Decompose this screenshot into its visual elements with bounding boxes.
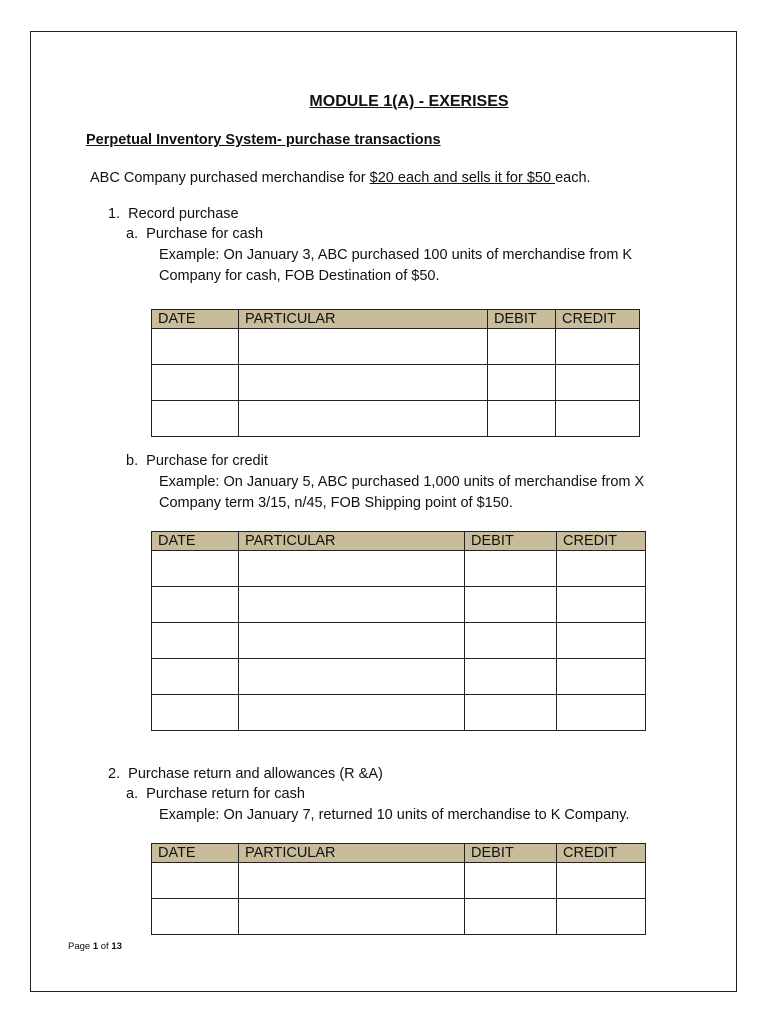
header-date: DATE xyxy=(152,310,239,329)
section-2-heading xyxy=(108,764,383,784)
header-particular: PARTICULAR xyxy=(239,532,465,551)
cell-date[interactable] xyxy=(152,659,239,695)
cell-credit[interactable] xyxy=(557,551,646,587)
example-2a-line1: Example: On January 7, returned 10 units of merchandise to K Company. xyxy=(159,807,630,823)
journal-table-2a xyxy=(151,843,646,935)
table-row xyxy=(152,623,646,659)
footer-page-number: 1 xyxy=(92,941,99,952)
cell-debit[interactable] xyxy=(465,899,557,935)
cell-credit[interactable] xyxy=(557,623,646,659)
footer-total-pages: 13 xyxy=(111,941,122,952)
table-header-row xyxy=(152,532,646,551)
cell-debit[interactable] xyxy=(465,863,557,899)
table-row xyxy=(152,659,646,695)
journal-table-1a xyxy=(151,309,640,437)
cell-date[interactable] xyxy=(152,401,239,437)
table-row xyxy=(152,401,640,437)
cell-date[interactable] xyxy=(152,899,239,935)
section-number: 1. xyxy=(108,206,121,222)
cell-credit[interactable] xyxy=(556,365,640,401)
cell-particular[interactable] xyxy=(239,623,465,659)
header-debit: DEBIT xyxy=(465,844,557,863)
header-date: DATE xyxy=(152,844,239,863)
header-particular: PARTICULAR xyxy=(239,844,465,863)
subsection-1a-heading xyxy=(126,224,263,244)
cell-particular[interactable] xyxy=(239,587,465,623)
cell-particular[interactable] xyxy=(239,551,465,587)
cell-credit[interactable] xyxy=(557,659,646,695)
table-header-row xyxy=(152,310,640,329)
example-1b-line1: Example: On January 5, ABC purchased 1,000 units of merchandise from X xyxy=(159,474,645,490)
cell-particular[interactable] xyxy=(239,695,465,731)
table-row xyxy=(152,365,640,401)
cell-debit[interactable] xyxy=(488,401,556,437)
header-debit: DEBIT xyxy=(465,532,557,551)
intro-prefix: ABC Company purchased merchandise for xyxy=(90,170,370,186)
subsection-heading: Purchase for credit xyxy=(146,453,268,469)
table-row xyxy=(152,899,646,935)
cell-credit[interactable] xyxy=(556,401,640,437)
section-subtitle: Perpetual Inventory System- purchase transactions xyxy=(86,132,441,148)
table-row xyxy=(152,551,646,587)
footer-of-label: of xyxy=(98,941,112,952)
cell-particular[interactable] xyxy=(239,365,488,401)
table-row xyxy=(152,587,646,623)
journal-table-1b xyxy=(151,531,646,731)
cell-credit[interactable] xyxy=(557,863,646,899)
cell-particular[interactable] xyxy=(239,401,488,437)
subsection-1b-heading xyxy=(126,451,268,471)
subsection-heading: Purchase for cash xyxy=(146,226,264,242)
cell-particular[interactable] xyxy=(239,329,488,365)
cell-date[interactable] xyxy=(152,623,239,659)
cell-date[interactable] xyxy=(152,329,239,365)
page-title: MODULE 1(A) - EXERISES xyxy=(309,93,509,110)
intro-underlined: $20 each and sells it for $50 xyxy=(369,170,556,186)
header-credit: CREDIT xyxy=(557,532,646,551)
cell-date[interactable] xyxy=(152,551,239,587)
section-heading: Purchase return and allowances (R &A) xyxy=(128,766,383,782)
header-debit: DEBIT xyxy=(488,310,556,329)
table-row xyxy=(152,329,640,365)
cell-date[interactable] xyxy=(152,695,239,731)
table-row xyxy=(152,695,646,731)
subsection-2a-heading xyxy=(126,784,305,804)
table-header-row xyxy=(152,844,646,863)
header-date: DATE xyxy=(152,532,239,551)
header-credit: CREDIT xyxy=(557,844,646,863)
page-footer xyxy=(68,941,122,952)
table-row xyxy=(152,863,646,899)
subsection-heading: Purchase return for cash xyxy=(146,786,305,802)
cell-credit[interactable] xyxy=(557,587,646,623)
cell-debit[interactable] xyxy=(465,551,557,587)
section-number: 2. xyxy=(108,766,121,782)
cell-debit[interactable] xyxy=(465,587,557,623)
header-particular: PARTICULAR xyxy=(239,310,488,329)
subsection-letter: a. xyxy=(126,786,139,802)
footer-page-label: Page xyxy=(68,941,93,952)
cell-credit[interactable] xyxy=(557,695,646,731)
cell-debit[interactable] xyxy=(488,365,556,401)
cell-debit[interactable] xyxy=(465,623,557,659)
cell-date[interactable] xyxy=(152,365,239,401)
cell-particular[interactable] xyxy=(239,899,465,935)
cell-particular[interactable] xyxy=(239,659,465,695)
cell-debit[interactable] xyxy=(488,329,556,365)
subsection-letter: a. xyxy=(126,226,139,242)
cell-credit[interactable] xyxy=(557,899,646,935)
intro-suffix: each. xyxy=(555,170,591,186)
intro-paragraph xyxy=(90,168,591,188)
cell-date[interactable] xyxy=(152,863,239,899)
example-1a-line2: Company for cash, FOB Destination of $50. xyxy=(159,268,440,284)
section-heading: Record purchase xyxy=(128,206,239,222)
example-1b-line2: Company term 3/15, n/45, FOB Shipping point of $150. xyxy=(159,495,513,511)
subsection-letter: b. xyxy=(126,453,139,469)
cell-debit[interactable] xyxy=(465,659,557,695)
section-1-heading xyxy=(108,204,239,224)
example-1a-line1: Example: On January 3, ABC purchased 100 units of merchandise from K xyxy=(159,247,633,263)
cell-credit[interactable] xyxy=(556,329,640,365)
cell-debit[interactable] xyxy=(465,695,557,731)
cell-particular[interactable] xyxy=(239,863,465,899)
header-credit: CREDIT xyxy=(556,310,640,329)
cell-date[interactable] xyxy=(152,587,239,623)
